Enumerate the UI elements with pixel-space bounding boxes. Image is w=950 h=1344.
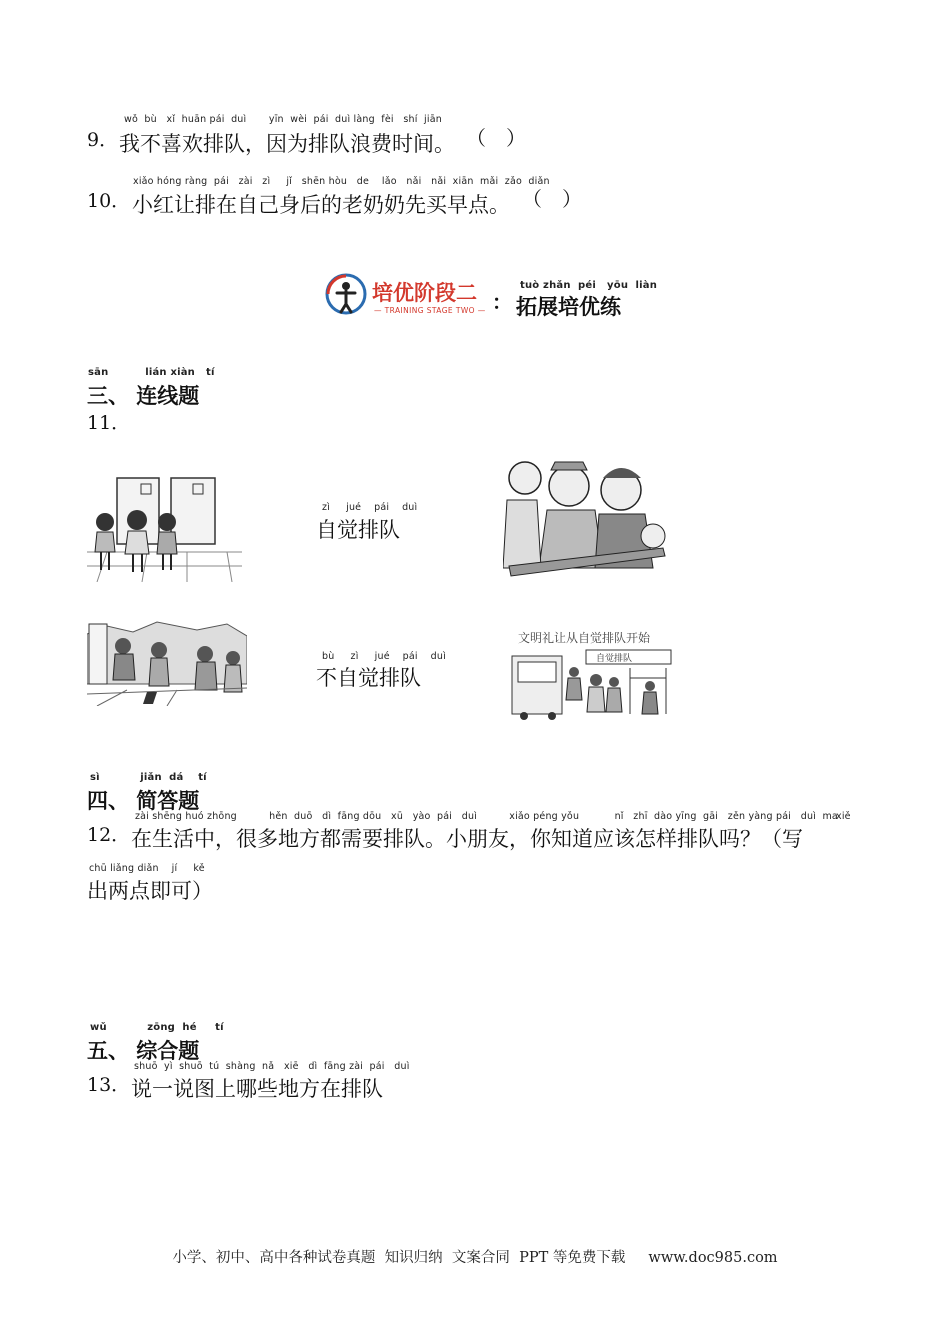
q12-pinyin-xie: xiě <box>836 811 851 822</box>
word-2-not-self-conscious-queue[interactable]: 不自觉排队 <box>316 666 421 690</box>
word-1-self-conscious-queue[interactable]: 自觉排队 <box>316 518 400 542</box>
q12-pinyin-line2: chū liǎng diǎn jí kě <box>89 863 205 874</box>
banner-pinyin: tuò zhǎn péi yōu liàn <box>520 280 658 291</box>
q12-line1: 在生活中，很多地方都需要排队。小朋友，你知道应该怎样排队吗？（写 <box>131 827 803 851</box>
bus-stop-poster-image[interactable] <box>510 628 675 720</box>
q13-pinyin: shuō yì shuō tú shàng nǎ xiē dì fāng zài pái duì <box>134 1061 410 1072</box>
q11-number: 11． <box>87 412 131 434</box>
q9-pinyin: wǒ bù xǐ huān pái duì yīn wèi pái duì làng fèi shí jiān <box>124 114 442 125</box>
restroom-queue-image[interactable] <box>87 474 242 582</box>
stage-banner-logo <box>322 272 502 320</box>
q10-pinyin: xiǎo hóng ràng pái zài zì jǐ shēn hòu de lǎo nǎi nǎi xiān mǎi zǎo diǎn <box>133 176 550 187</box>
crowd-pushing-image[interactable] <box>503 448 668 580</box>
q9-text: 我不喜欢排队，因为排队浪费时间。 <box>119 132 455 156</box>
q12-line2: 出两点即可） <box>87 879 213 903</box>
litter-line-image[interactable] <box>87 614 247 706</box>
section4-pinyin: sì jiǎn dá tí <box>90 772 207 783</box>
section3-pinyin: sān lián xiàn tí <box>88 367 215 378</box>
section3-title: 三、 连线题 <box>87 384 200 408</box>
stage-banner <box>322 272 502 320</box>
section5-pinyin: wǔ zōng hé tí <box>90 1022 224 1033</box>
banner-colon: ： <box>492 290 512 314</box>
q12-pinyin-line1: zài shēng huó zhōng hěn duō dì fāng dōu xū yào pái duì xiǎo péng yǒu nǐ zhī dào yīng gāi zěn yàng pái duì ma <box>135 811 838 822</box>
poster-caption: 文明礼让从自觉排队开始 <box>518 631 651 645</box>
q12-answer-area[interactable] <box>87 910 857 1010</box>
word-1-pinyin: zì jué pái duì <box>322 502 418 513</box>
section4-title: 四、 简答题 <box>87 789 200 813</box>
q10-answer-paren[interactable]: （ ） <box>522 187 582 211</box>
banner-text: 拓展培优练 <box>516 295 621 319</box>
section5-title: 五、 综合题 <box>87 1039 200 1063</box>
q13-number: 13． <box>87 1074 131 1096</box>
q10-number: 10． <box>87 190 131 212</box>
q13-text: 说一说图上哪些地方在排队 <box>131 1077 383 1101</box>
q9-number: 9． <box>87 129 119 151</box>
q9-answer-paren[interactable]: （ ） <box>466 126 526 150</box>
poster-sign-text: 自觉排队 <box>596 654 633 664</box>
word-2-pinyin: bù zì jué pái duì <box>322 651 446 662</box>
q12-number: 12． <box>87 824 131 846</box>
banner-subtitle: — TRAINING STAGE TWO — <box>374 306 486 315</box>
page-footer: 小学、初中、高中各种试卷真题 知识归纳 文案合同 PPT 等免费下载 www.doc985.com <box>172 1250 778 1266</box>
q10-text: 小红让排在自己身后的老奶奶先买早点。 <box>132 193 510 217</box>
banner-title: 培优阶段二 <box>372 280 477 305</box>
